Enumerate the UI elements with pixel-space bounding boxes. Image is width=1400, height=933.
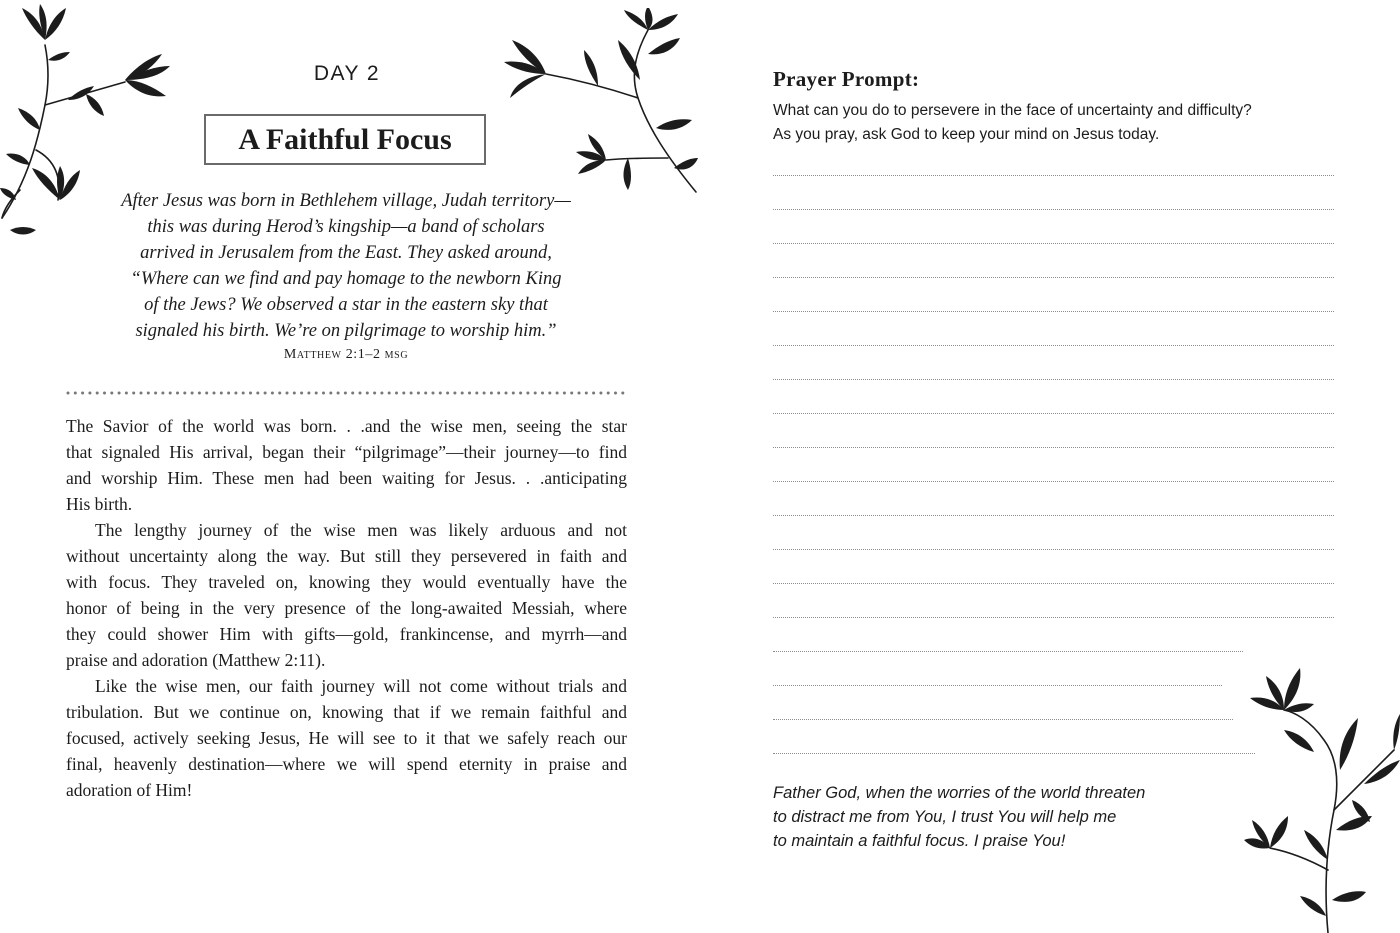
divider-dot [490, 392, 493, 395]
divider-dot [183, 392, 186, 395]
divider-dot [570, 392, 573, 395]
divider-dot [446, 392, 449, 395]
divider-dot [468, 392, 471, 395]
writing-line[interactable] [773, 413, 1334, 414]
body-line: praise and adoration (Matthew 2:11). [66, 650, 326, 670]
prayer-line: to maintain a faithful focus. I praise You! [773, 832, 1066, 850]
divider-dot [366, 392, 369, 395]
divider-dot [278, 392, 281, 395]
divider-dot [205, 392, 208, 395]
writing-line[interactable] [773, 583, 1334, 584]
prayer-prompt-text [773, 99, 1252, 147]
divider-dot [213, 392, 216, 395]
divider-dot [191, 392, 194, 395]
divider-dot [256, 392, 259, 395]
divider-dot [402, 392, 405, 395]
divider-dot [74, 392, 77, 395]
writing-line[interactable] [773, 515, 1334, 516]
scripture-line: of the Jews? We observed a star in the eastern sky that [144, 295, 548, 315]
divider-dot [439, 392, 442, 395]
divider-dot [585, 392, 588, 395]
divider-dot [497, 392, 500, 395]
body-line: His birth. [66, 494, 133, 514]
divider-dot [519, 392, 522, 395]
prompt-line: As you pray, ask God to keep your mind on Jesus today. [773, 126, 1160, 143]
divider-dot [453, 392, 456, 395]
writing-line[interactable] [773, 651, 1243, 652]
scripture-reference [96, 347, 596, 363]
body-line: The lengthy journey of the wise men was likely arduous and not [95, 520, 627, 540]
body-line: that signaled His arrival, began their “pilgrimage”—their journey—to find [66, 442, 627, 462]
divider-dot [220, 392, 223, 395]
divider-dot [264, 392, 267, 395]
writing-line[interactable] [773, 481, 1334, 482]
writing-line[interactable] [773, 719, 1233, 720]
divider-dot [475, 392, 478, 395]
writing-line[interactable] [773, 345, 1334, 346]
divider-dot [505, 392, 508, 395]
dotted-divider [65, 390, 630, 396]
prayer-prompt-heading: Prayer Prompt: [773, 67, 920, 91]
divider-dot [161, 392, 164, 395]
divider-dot [351, 392, 354, 395]
divider-dot [607, 392, 610, 395]
divider-dot [461, 392, 464, 395]
writing-line[interactable] [773, 685, 1222, 686]
body-line: final, heavenly destination—where we will spend eternity in praise and [66, 754, 627, 774]
divider-dot [271, 392, 274, 395]
divider-dot [432, 392, 435, 395]
divider-dot [483, 392, 486, 395]
divider-dot [176, 392, 179, 395]
divider-dot [337, 392, 340, 395]
scripture-line: “Where can we find and pay homage to the newborn King [130, 269, 562, 289]
writing-line[interactable] [773, 379, 1334, 380]
writing-line[interactable] [773, 175, 1334, 176]
divider-dot [132, 392, 135, 395]
divider-dot [556, 392, 559, 395]
divider-dot [578, 392, 581, 395]
body-line: without uncertainty along the way. But still they persevered in faith and [66, 546, 627, 566]
body-line: with focus. They traveled on, knowing they would eventually have the [66, 572, 627, 592]
divider-dot [198, 392, 201, 395]
divider-dot [424, 392, 427, 395]
writing-line[interactable] [773, 243, 1334, 244]
divider-dot [154, 392, 157, 395]
body-line: honor of being in the very presence of the long-awaited Messiah, where [66, 598, 627, 618]
divider-dot [118, 392, 121, 395]
divider-dot [621, 392, 624, 395]
divider-dot [534, 392, 537, 395]
divider-dot [329, 392, 332, 395]
divider-dot [344, 392, 347, 395]
devotional-body [66, 413, 627, 803]
divider-dot [300, 392, 303, 395]
divider-dot [125, 392, 128, 395]
divider-dot [388, 392, 391, 395]
divider-dot [242, 392, 245, 395]
prayer-line: Father God, when the worries of the world threaten [773, 784, 1146, 802]
body-line: they could shower Him with gifts—gold, frankincense, and myrrh—and [66, 624, 627, 644]
divider-dot [512, 392, 515, 395]
writing-line[interactable] [773, 209, 1334, 210]
scripture-line: signaled his birth. We’re on pilgrimage to worship him.” [135, 321, 557, 341]
writing-line[interactable] [773, 753, 1255, 754]
divider-dot [380, 392, 383, 395]
body-line: Like the wise men, our faith journey will not come without trials and [95, 676, 627, 696]
divider-dot [395, 392, 398, 395]
divider-dot [286, 392, 289, 395]
body-line: adoration of Him! [66, 780, 193, 800]
divider-dot [373, 392, 376, 395]
divider-dot [110, 392, 113, 395]
writing-line[interactable] [773, 549, 1334, 550]
body-line: tribulation. But we continue on, knowing that if we remain faithful and [66, 702, 627, 722]
divider-dot [410, 392, 413, 395]
body-line: and worship Him. These men had been waiting for Jesus. . .anticipating [66, 468, 627, 488]
writing-line[interactable] [773, 617, 1334, 618]
writing-line[interactable] [773, 277, 1334, 278]
divider-dot [103, 392, 106, 395]
flower-sprig-top-right-icon [498, 8, 698, 196]
divider-dot [96, 392, 99, 395]
divider-dot [417, 392, 420, 395]
divider-dot [249, 392, 252, 395]
divider-dot [169, 392, 172, 395]
scripture-line: After Jesus was born in Bethlehem village, Judah territory— [121, 191, 571, 211]
divider-dot [592, 392, 595, 395]
divider-dot [614, 392, 617, 395]
scripture-reference-text: Matthew 2:1–2 msg [283, 347, 409, 362]
divider-dot [359, 392, 362, 395]
divider-dot [563, 392, 566, 395]
prompt-line: What can you do to persevere in the face of uncertainty and difficulty? [773, 102, 1252, 119]
page-title: A Faithful Focus [204, 114, 486, 165]
divider-dot [322, 392, 325, 395]
closing-prayer [773, 781, 1145, 853]
scripture-line: arrived in Jerusalem from the East. They asked around, [140, 243, 552, 263]
prayer-line: to distract me from You, I trust You will help me [773, 808, 1117, 826]
flower-sprig-top-left-icon [0, 0, 190, 245]
divider-dot [81, 392, 84, 395]
divider-dot [67, 392, 70, 395]
writing-line[interactable] [773, 311, 1334, 312]
divider-dot [234, 392, 237, 395]
divider-dot [599, 392, 602, 395]
divider-dot [526, 392, 529, 395]
body-line: focused, actively seeking Jesus, He will see to it that we safely reach our [66, 728, 627, 748]
divider-dot [140, 392, 143, 395]
body-line: The Savior of the world was born. . .and the wise men, seeing the star [66, 416, 627, 436]
divider-dot [227, 392, 230, 395]
scripture-line: this was during Herod’s kingship—a band of scholars [147, 217, 545, 237]
writing-line[interactable] [773, 447, 1334, 448]
divider-dot [548, 392, 551, 395]
divider-dot [147, 392, 150, 395]
divider-dot [541, 392, 544, 395]
divider-dot [88, 392, 91, 395]
divider-dot [307, 392, 310, 395]
flower-sprig-bottom-right-icon [1244, 660, 1400, 933]
divider-dot [315, 392, 318, 395]
day-label: DAY 2 [313, 62, 381, 85]
divider-dot [293, 392, 296, 395]
